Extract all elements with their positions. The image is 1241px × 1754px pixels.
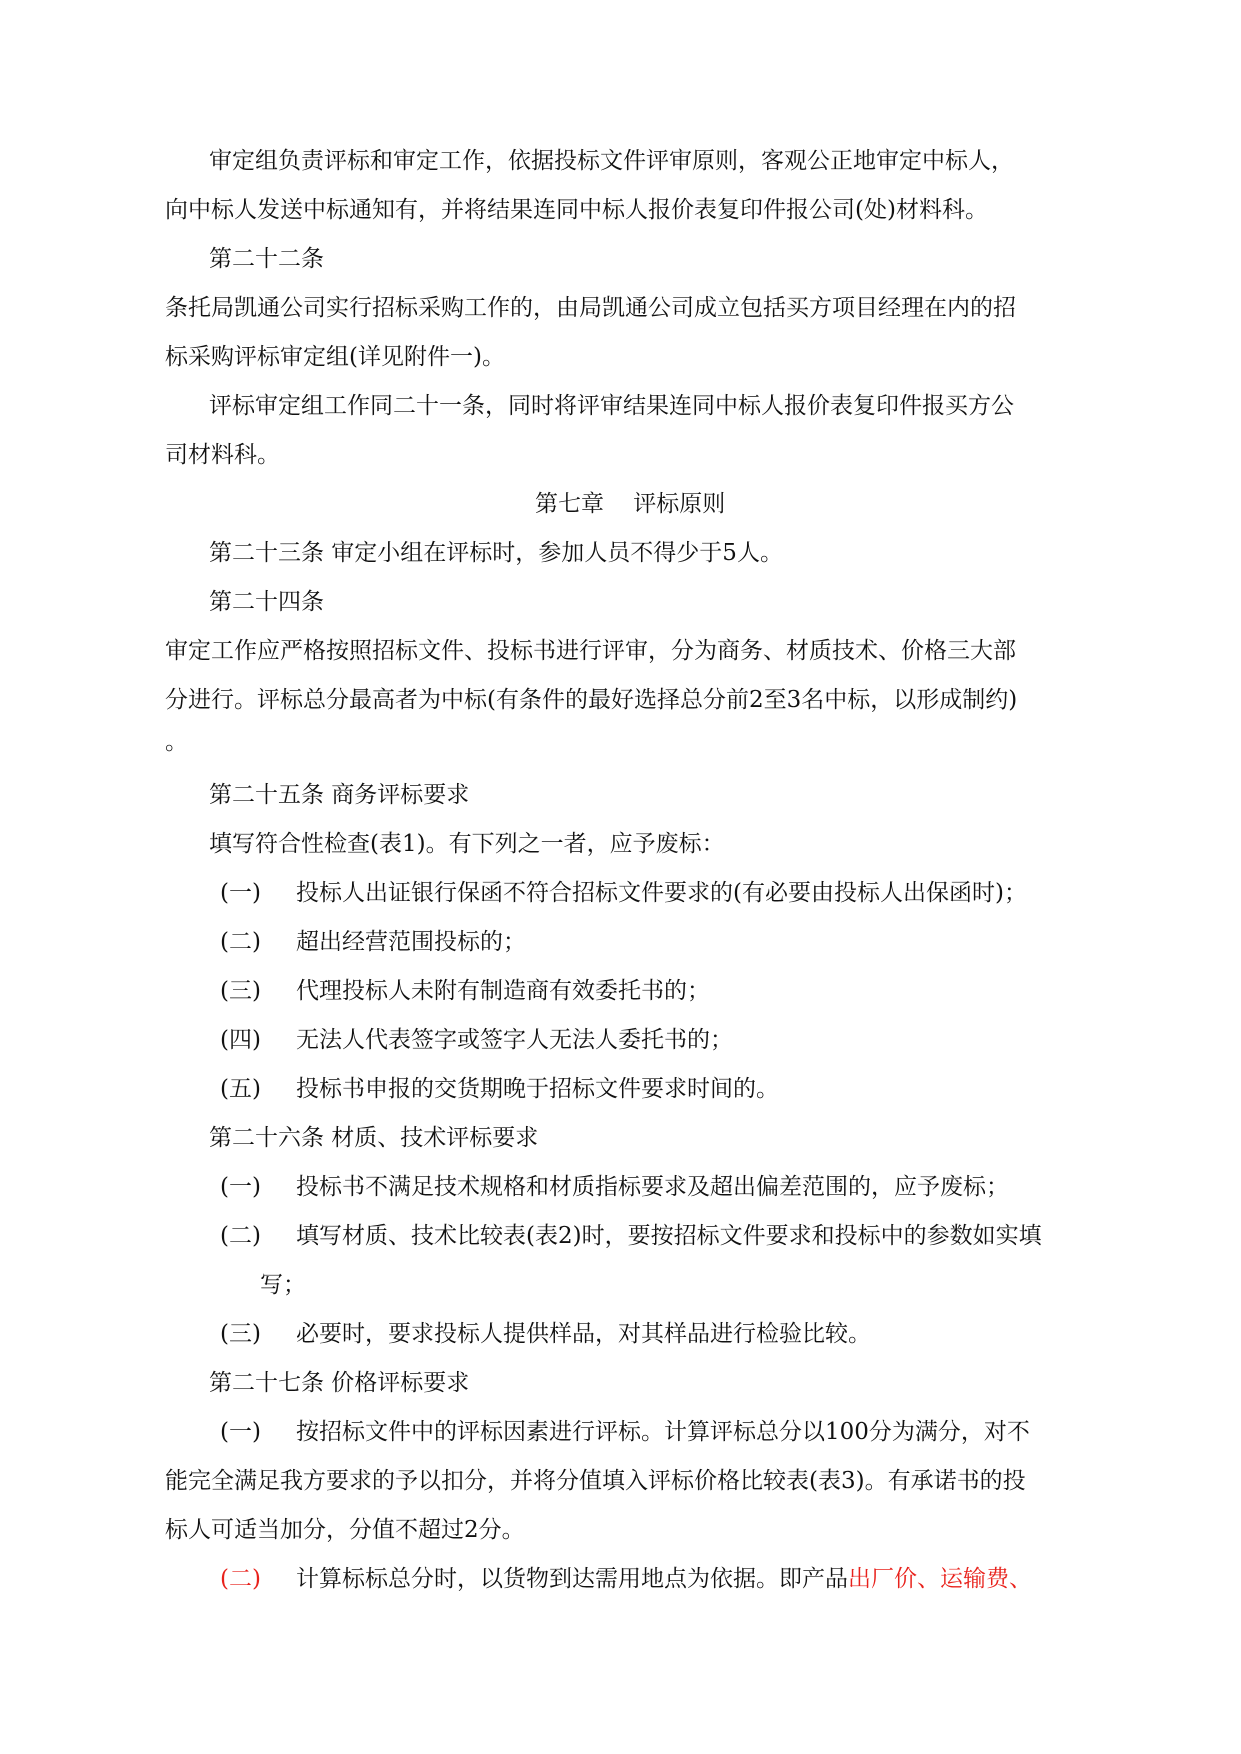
list-item-text: 投标书申报的交货期晚于招标文件要求时间的。 (296, 1076, 779, 1102)
list-item-text: 填写材质、技术比较表(表2)时，要按招标文件要求和投标中的参数如实填 (296, 1223, 1042, 1249)
list-item-number: (一) (220, 880, 261, 906)
list-item-text-main: 计算标标总分时，以货物到达需用地点为依据。即产品 (296, 1566, 848, 1592)
list-item-number: (一) (220, 1419, 261, 1445)
chapter-heading: 第七章 评标原则 (535, 491, 726, 517)
list-item-number: (四) (220, 1027, 261, 1053)
list-item-continuation: 标人可适当加分，分值不超过2分。 (165, 1517, 525, 1543)
list-item-text: 投标书不满足技术规格和材质指标要求及超出偏差范围的，应予废标； (296, 1174, 1009, 1200)
article-heading: 第二十六条 材质、技术评标要求 (209, 1125, 539, 1151)
list-item-continuation: 能完全满足我方要求的予以扣分，并将分值填入评标价格比较表(表3)。有承诺书的投 (165, 1468, 1026, 1494)
paragraph-line: 条托局凯通公司实行招标采购工作的，由局凯通公司成立包括买方项目经理在内的招 (165, 295, 1016, 321)
list-item-text: 必要时，要求投标人提供样品，对其样品进行检验比较。 (296, 1321, 871, 1347)
list-item-number: (一) (220, 1174, 261, 1200)
paragraph-line: 评标审定组工作同二十一条，同时将评审结果连同中标人报价表复印件报买方公 (209, 393, 1014, 419)
paragraph-line: 。 (165, 729, 188, 755)
list-item-number: (三) (220, 1321, 261, 1347)
article-heading: 第二十二条 (209, 246, 324, 272)
list-item-continuation: 写； (260, 1272, 306, 1298)
list-item-text: 代理投标人未附有制造商有效委托书的； (296, 978, 710, 1004)
highlighted-text: 出厂价、运输费、 (848, 1566, 1032, 1592)
list-item-number: (三) (220, 978, 261, 1004)
paragraph-line: 向中标人发送中标通知有，并将结果连同中标人报价表复印件报公司(处)材料科。 (165, 197, 988, 223)
list-item-text (296, 1564, 1032, 1594)
article-heading: 第二十三条 审定小组在评标时，参加人员不得少于5人。 (209, 540, 783, 566)
article-heading: 第二十四条 (209, 589, 324, 615)
paragraph-line: 分进行。评标总分最高者为中标(有条件的最好选择总分前2至3名中标，以形成制约) (165, 687, 1018, 713)
paragraph-line: 审定工作应严格按照招标文件、投标书进行评审，分为商务、材质技术、价格三大部 (165, 638, 1016, 664)
list-item-number: (五) (220, 1076, 261, 1102)
list-item-text: 投标人出证银行保函不符合招标文件要求的(有必要由投标人出保函时)； (296, 880, 1027, 906)
list-item-text: 按招标文件中的评标因素进行评标。计算评标总分以100分为满分，对不 (296, 1419, 1030, 1445)
list-item-number: (二) (220, 1566, 261, 1592)
article-heading: 第二十五条 商务评标要求 (209, 782, 470, 808)
paragraph-line: 标采购评标审定组(详见附件一)。 (165, 344, 505, 370)
list-item-number: (二) (220, 1223, 261, 1249)
list-item-text: 超出经营范围投标的； (296, 929, 526, 955)
paragraph-line: 审定组负责评标和审定工作，依据投标文件评审原则，客观公正地审定中标人， (209, 148, 1014, 174)
list-item-text: 无法人代表签字或签字人无法人委托书的； (296, 1027, 733, 1053)
paragraph-line: 司材料科。 (165, 442, 280, 468)
article-heading: 第二十七条 价格评标要求 (209, 1370, 470, 1396)
list-item-number: (二) (220, 929, 261, 955)
paragraph-line: 填写符合性检查(表1)。有下列之一者，应予废标： (209, 831, 725, 857)
